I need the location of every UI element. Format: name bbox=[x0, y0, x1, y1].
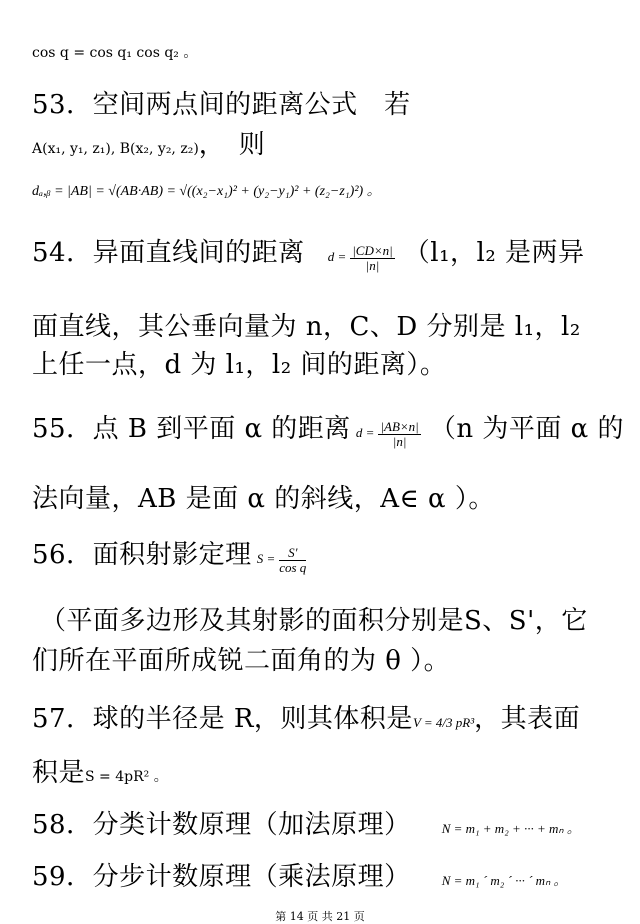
surface-formula: S = 4pR² 。 bbox=[85, 769, 168, 785]
item-56-formula: S = $\frac{S'}{\text{cos q}}$ bbox=[256, 544, 307, 575]
item-55-line1 bbox=[32, 408, 624, 449]
item-57-tail: ，其表面 bbox=[474, 704, 581, 734]
item-59 bbox=[32, 856, 567, 893]
item-55-title: 55．点 B 到平面 α 的距离 bbox=[32, 414, 351, 444]
item-54-line1 bbox=[32, 232, 585, 273]
item-57-line1 bbox=[32, 698, 580, 735]
volume-formula: V = 4/3 pR³ bbox=[412, 715, 475, 730]
item-54-formula: d = $\frac{|CD\times n|}{|n|}$ bbox=[327, 242, 393, 273]
item-56-line1 bbox=[32, 534, 310, 575]
item-53-then: ， 则 bbox=[198, 130, 266, 160]
item-55-numerator: |AB×n| bbox=[380, 418, 419, 434]
item-54-denominator: |n| bbox=[365, 257, 380, 273]
item-54-tail: （l₁，l₂ 是两异 bbox=[403, 238, 585, 268]
item-54-line2: 面直线，其公垂向量为 n，C、D 分别是 l₁，l₂ bbox=[32, 312, 581, 342]
item-56-numerator: S' bbox=[279, 546, 306, 561]
item-57-area-label: 积是 bbox=[32, 758, 86, 788]
item-55-formula: d = $\frac{|AB\times n|}{|n|}$ bbox=[355, 418, 419, 449]
item-54-line3: 上任一点，d 为 l₁，l₂ 间的距离）。 bbox=[32, 350, 447, 380]
item-57-line2 bbox=[32, 752, 168, 789]
item-54-numerator: |CD×n| bbox=[352, 242, 393, 258]
item-54-title: 54．异面直线间的距离 bbox=[32, 238, 305, 268]
item-58-title: 58．分类计数原理（加法原理） bbox=[32, 810, 411, 840]
distance-formula: dₐ,ᵦ = |AB| = √(AB·AB) = √((x₂−x₁)² + (y₂−y₁)² + (z₂−z₁)²) 。 bbox=[32, 184, 381, 199]
item-56-line2: （平面多边形及其射影的面积分别是S、S'，它 bbox=[40, 606, 588, 636]
sum-formula: N = m₁ + m₂ + ··· + mₙ 。 bbox=[441, 821, 580, 836]
formula-cos: cos q = cos q₁ cos q₂ 。 bbox=[32, 45, 198, 61]
item-57-title: 57．球的半径是 R，则其体积是 bbox=[32, 704, 413, 734]
item-56-line3: 们所在平面所成锐二面角的为 θ ）。 bbox=[32, 646, 451, 676]
item-59-title: 59．分步计数原理（乘法原理） bbox=[32, 862, 411, 892]
item-53-points bbox=[32, 124, 265, 161]
item-56-denominator: cos q bbox=[279, 559, 307, 575]
item-55-line2: 法向量，AB 是面 α 的斜线，A∈ α ）。 bbox=[32, 484, 495, 514]
product-formula: N = m₁ ´ m₂ ´ ··· ´ mₙ 。 bbox=[441, 873, 567, 888]
points-ab: A(x₁, y₁, z₁), B(x₂, y₂, z₂) bbox=[32, 141, 199, 157]
item-56-title: 56．面积射影定理 bbox=[32, 540, 252, 570]
item-53-title: 53．空间两点间的距离公式 若 bbox=[32, 90, 411, 120]
item-55-tail: （n 为平面 α 的 bbox=[429, 414, 624, 444]
item-58 bbox=[32, 804, 580, 841]
page-footer: 第 14 页 共 21 页 bbox=[275, 910, 365, 923]
item-55-denominator: |n| bbox=[392, 433, 407, 449]
